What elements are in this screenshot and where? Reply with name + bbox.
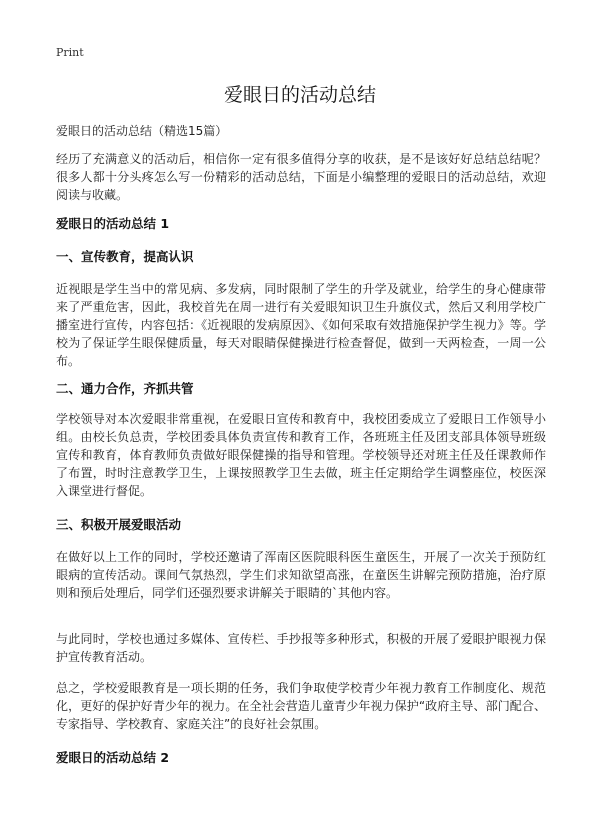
document-subtitle: 爱眼日的活动总结（精选15篇） xyxy=(56,124,228,138)
paragraph-activities: 在做好以上工作的同时，学校还邀请了浑南区医院眼科医生童医生，开展了一次关于预防红眼病的宣传活动。课间气氛热烈，学生们求知欲望高涨，在童医生讲解完预防措施，治疗原则和预后处理后，同学们还强烈要求讲解关于眼睛的`其他内容。 xyxy=(56,550,546,600)
print-link[interactable]: Print xyxy=(56,46,84,59)
section-2-heading: 爱眼日的活动总结 2 xyxy=(56,750,170,765)
paragraph-conclusion: 总之，学校爱眼教育是一项长期的任务，我们争取使学校青少年视力教育工作制度化、规范化，更好的保护好青少年的视力。在全社会营造儿童青少年视力保护“政府主导、部门配合、专家指导、学校教育、家庭关注”的良好社会氛围。 xyxy=(56,681,546,731)
subheading-publicity: 一、宣传教育，提高认识 xyxy=(56,249,194,264)
paragraph-cooperation: 学校领导对本次爱眼非常重视，在爱眼日宣传和教育中，我校团委成立了爱眼日工作领导小组。由校长负总责，学校团委具体负责宣传和教育工作，各班班主任及团支部具体领导班级宣传和教育，体育教师负责做好眼保健操的指导和管理。学校领导还对班主任及任课教师作了布置，时时注意教学卫生，上课按照教学卫生去做，班主任定期给学生调整座位，校医深入课堂进行督促。 xyxy=(56,412,546,498)
paragraph-media: 与此同时，学校也通过多媒体、宣传栏、手抄报等多种形式，积极的开展了爱眼护眼视力保护宣传教育活动。 xyxy=(56,632,546,664)
paragraph-publicity: 近视眼是学生当中的常见病、多发病，同时限制了学生的升学及就业，给学生的身心健康带来了严重危害，因此，我校首先在周一进行有关爱眼知识卫生升旗仪式，然后又利用学校广播室进行宣传，内容包括：《近视眼的发病原因》、《如何采取有效措施保护学生视力》等。学校为了保证学生眼保健质量，每天对眼睛保健操进行检查督促，做到一天两检查，一周一公布。 xyxy=(56,282,546,368)
page-title: 爱眼日的活动总结 xyxy=(223,84,376,106)
subheading-activities: 三、积极开展爱眼活动 xyxy=(56,517,182,532)
section-1-heading: 爱眼日的活动总结 1 xyxy=(56,216,170,231)
subheading-cooperation: 二、通力合作，齐抓共管 xyxy=(56,381,194,396)
intro-paragraph: 经历了充满意义的活动后，相信你一定有很多值得分享的收获，是不是该好好总结总结呢？很多人都十分头疼怎么写一份精彩的活动总结，下面是小编整理的爱眼日的活动总结，欢迎阅读与收藏。 xyxy=(56,152,546,202)
